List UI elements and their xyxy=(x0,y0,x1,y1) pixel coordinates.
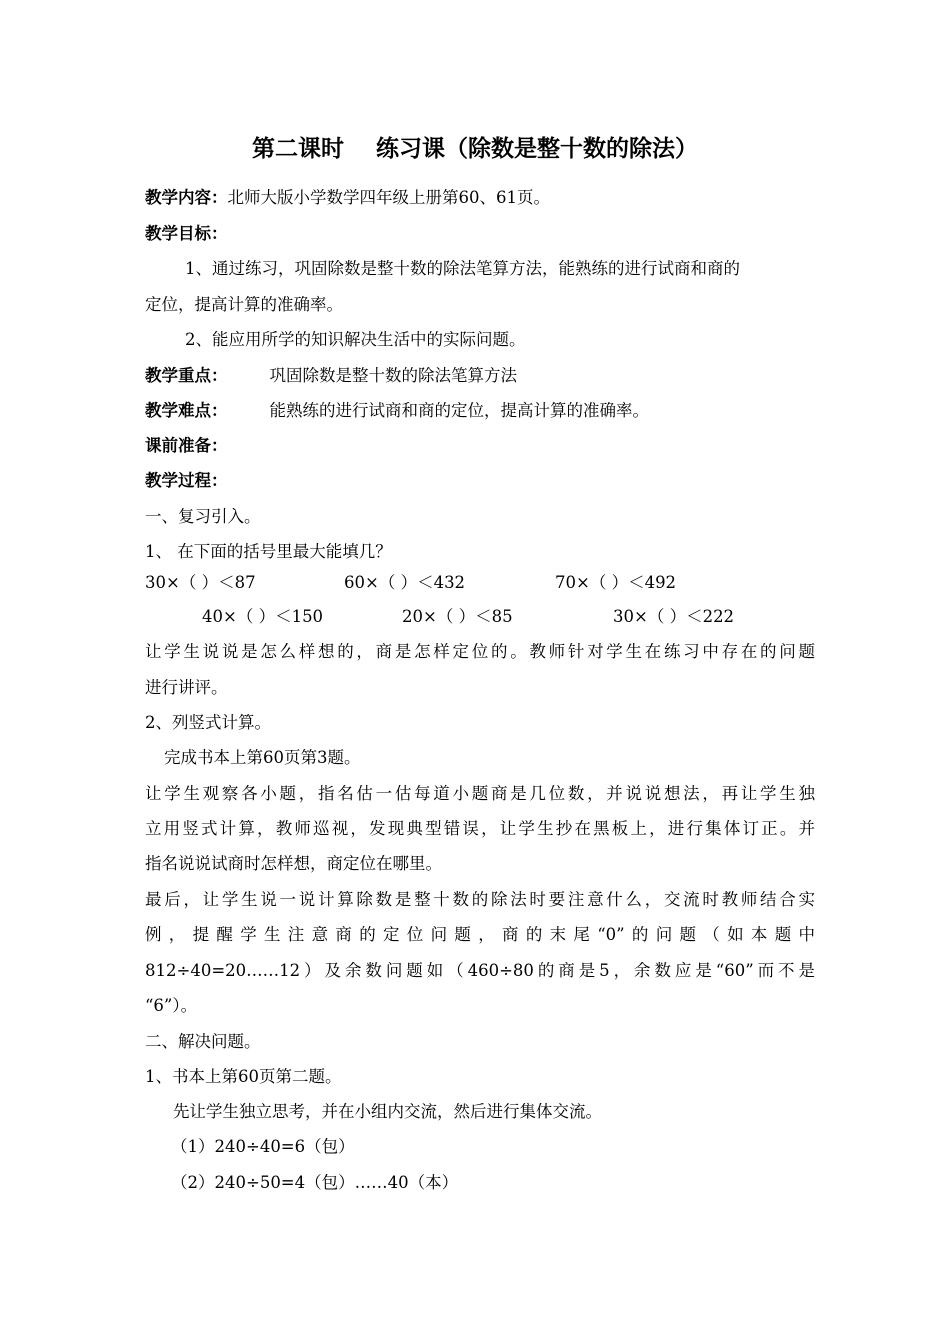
inequality-item: 30×（ ）＜222 xyxy=(613,607,735,626)
section-1-question-2-task: 完成书本上第60页第3题。 xyxy=(164,748,361,767)
difficulty-text: 能熟练的进行试商和商的定位，提高计算的准确率。 xyxy=(269,401,649,420)
inequality-row-1 xyxy=(145,571,815,595)
answer-1: （1）240÷40=6（包） xyxy=(171,1137,355,1156)
paragraph-3-line-2: 例，提醒学生注意商的定位问题，商的末尾“0”的问题（如本题中 xyxy=(145,925,815,944)
inequality-item: 70×（ ）＜492 xyxy=(555,573,677,592)
process-label: 教学过程： xyxy=(145,471,228,490)
section-2-question-1-text: 先让学生独立思考，并在小组内交流，然后进行集体交流。 xyxy=(173,1102,602,1121)
paragraph-3-line-1: 最后，让学生说一说计算除数是整十数的除法时要注意什么，交流时教师结合实 xyxy=(145,890,815,909)
inequality-item: 30×（ ）＜87 xyxy=(145,573,256,592)
inequality-row-2 xyxy=(145,605,815,629)
difficulty xyxy=(145,399,815,423)
section-1-question-2: 2、列竖式计算。 xyxy=(145,713,271,732)
key-point-text: 巩固除数是整十数的除法笔算方法 xyxy=(269,366,517,385)
paragraph-2-line-2: 立用竖式计算，教师巡视，发现典型错误，让学生抄在黑板上，进行集体订正。并 xyxy=(145,819,815,838)
paragraph-3-line-4: “6”）。 xyxy=(145,996,198,1015)
key-point xyxy=(145,364,815,388)
paragraph-2-line-1: 让学生观察各小题，指名估一估每道小题商是几位数，并说说想法，再让学生独 xyxy=(145,784,815,803)
teaching-content xyxy=(145,186,815,210)
lesson-title: 第二课时 练习课（除数是整十数的除法） xyxy=(251,136,699,162)
paragraph-3-line-3: 812÷40=20……12）及余数问题如（460÷80的商是5，余数应是“60”而不是 xyxy=(145,961,815,980)
objective-2: 2、能应用所学的知识解决生活中的实际问题。 xyxy=(185,330,526,349)
difficulty-label: 教学难点： xyxy=(145,401,228,420)
section-2-heading: 二、解决问题。 xyxy=(145,1032,261,1051)
inequality-item: 40×（ ）＜150 xyxy=(202,607,324,626)
section-1-heading: 一、复习引入。 xyxy=(145,507,261,526)
inequality-item: 20×（ ）＜85 xyxy=(402,607,513,626)
objectives-label: 教学目标： xyxy=(145,224,228,243)
section-1-question-1: 1、 在下面的括号里最大能填几？ xyxy=(145,542,392,561)
objective-1-line-1: 1、通过练习，巩固除数是整十数的除法笔算方法，能熟练的进行试商和商的 xyxy=(185,259,740,278)
paragraph-1-line-2: 进行讲评。 xyxy=(145,678,228,697)
teaching-content-text: 北师大版小学数学四年级上册第60、61页。 xyxy=(227,188,550,207)
objective-1-line-2: 定位，提高计算的准确率。 xyxy=(145,295,343,314)
section-2-question-1: 1、书本上第60页第二题。 xyxy=(145,1067,342,1086)
inequality-item: 60×（ ）＜432 xyxy=(344,573,466,592)
key-point-label: 教学重点： xyxy=(145,366,228,385)
preparation-label: 课前准备： xyxy=(145,436,228,455)
teaching-content-label: 教学内容： xyxy=(145,188,228,207)
paragraph-2-line-3: 指名说说试商时怎样想，商定位在哪里。 xyxy=(145,854,442,873)
answer-2: （2）240÷50=4（包）……40（本） xyxy=(171,1173,459,1192)
paragraph-1-line-1: 让学生说说是怎么样想的，商是怎样定位的。教师针对学生在练习中存在的问题 xyxy=(145,642,815,661)
